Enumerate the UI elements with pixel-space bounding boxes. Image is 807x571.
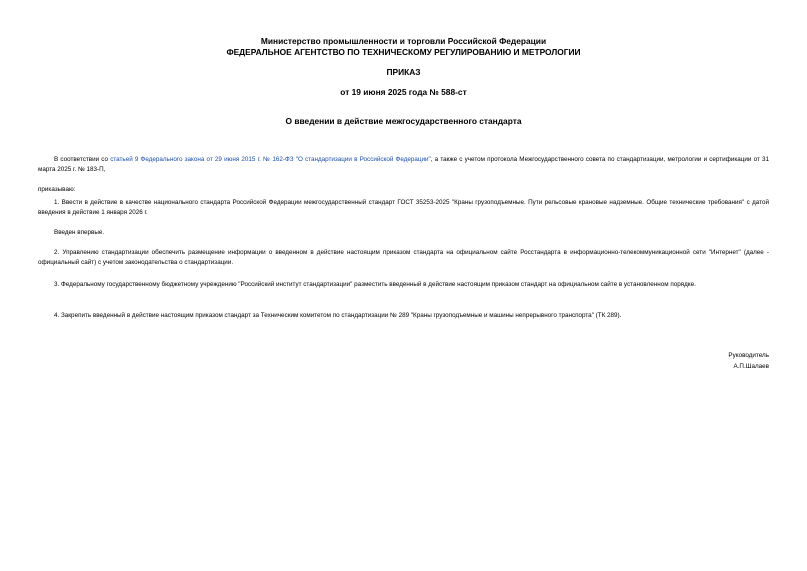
doc-type-heading: ПРИКАЗ (386, 67, 421, 77)
order-word: приказываю: (38, 186, 76, 193)
item-3: 3. Федеральному государственному бюджетному учреждению "Российский институт стандартизации" разместить введенный в действие настоящим приказом стандарт на официальном сайте в установленном порядке. (54, 281, 696, 288)
document-page (38, 0, 769, 571)
item-4: 4. Закрепить введенный в действие настоящим приказом стандарт за Техническим комитетом по стандартизации № 289 "Краны грузоподъемные и машины непрерывного транспорта" (ТК 289). (54, 312, 622, 319)
preamble-prefix: В соответствии со (54, 156, 111, 163)
law-link[interactable]: статьей 9 Федерального закона от 29 июня 2015 г. № 162-ФЗ "О стандартизации в Российской Федерации" (110, 156, 431, 163)
item-1: 1. Ввести в действие в качестве национального стандарта Российской Федерации межгосударственный стандарт ГОСТ 35253-2025 "Краны грузоподъемные. Пути рельсовые крановые надземные. Общие технические требования" с датой введения в действие 1 января 2026 г. (38, 199, 769, 216)
agency-heading: ФЕДЕРАЛЬНОЕ АГЕНТСТВО ПО ТЕХНИЧЕСКОМУ РЕГУЛИРОВАНИЮ И МЕТРОЛОГИИ (226, 47, 581, 57)
subject-title: О введении в действие межгосударственного стандарта (285, 116, 522, 126)
preamble-paragraph (38, 155, 769, 175)
signature-title: Руководитель (728, 352, 769, 359)
date-number: от 19 июня 2025 года № 588-ст (340, 87, 467, 97)
preamble-suffix: , а также с учетом протокола Межгосударственного совета по стандартизации, метрологии и сертификации от 31 марта 2025 г. № 183-П, (38, 156, 769, 173)
introduced-note: Введен впервые. (54, 229, 105, 236)
ministry-heading: Министерство промышленности и торговли Российской Федерации (260, 36, 547, 46)
item-2: 2. Управлению стандартизации обеспечить размещение информации о введенном в действие настоящим приказом стандарта на официальном сайте Росстандарта в информационно-телекоммуникационной сети "Интернет" (далее - официальный сайт) с учетом законодательства о стандартизации. (38, 249, 769, 266)
signature-name: А.П.Шалаев (733, 363, 769, 370)
